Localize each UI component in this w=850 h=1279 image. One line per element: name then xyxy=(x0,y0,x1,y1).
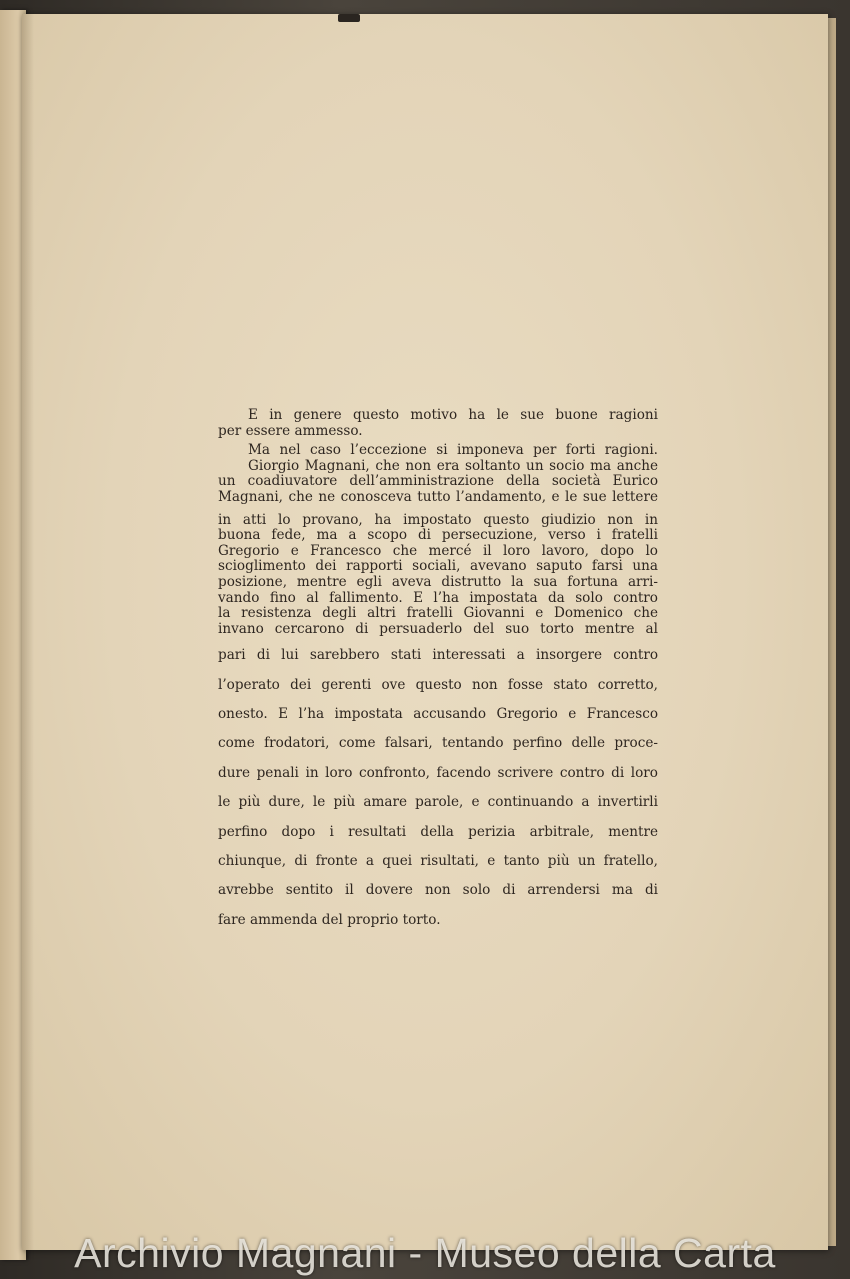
text-line: Magnani, che ne conosceva tutto l’andamento, e le sue lettere xyxy=(218,488,658,505)
text-line: per essere ammesso. xyxy=(218,422,363,439)
text-line: E in genere questo motivo ha le sue buone ragioni xyxy=(248,407,658,423)
text-line: pari di lui sarebbero stati interessati a insorgere contro xyxy=(218,647,658,664)
text-line: la resistenza degli altri fratelli Giovanni e Domenico che xyxy=(218,605,658,622)
text-line: l’operato dei gerenti ove questo non fosse stato corretto, xyxy=(218,676,658,693)
text-line: Gregorio e Francesco che mercé il loro lavoro, dopo lo xyxy=(218,542,658,559)
text-line: in atti lo provano, ha impostato questo giudizio non in xyxy=(218,511,658,528)
text-line: Giorgio Magnani, che non era soltanto un socio ma anche xyxy=(248,457,658,474)
text-line: vando fino al fallimento. E l’ha impostata da solo contro xyxy=(218,589,658,606)
archive-watermark: Archivio Magnani - Museo della Carta xyxy=(74,1230,776,1276)
text-line: posizione, mentre egli aveva distrutto la sua fortuna arri- xyxy=(218,573,658,590)
text-line: chiunque, di fronte a quei risultati, e tanto più un fratello, xyxy=(218,853,658,870)
text-line: onesto. E l’ha impostata accusando Gregorio e Francesco xyxy=(218,706,658,723)
text-line: avrebbe sentito il dovere non solo di arrendersi ma di xyxy=(218,882,658,899)
text-line: buona fede, ma a scopo di persecuzione, verso i fratelli xyxy=(218,527,658,544)
text-line: un coadiuvatore dell’amministrazione della società Eurico xyxy=(218,473,658,490)
text-line: scioglimento dei rapporti sociali, avevano saputo farsi una xyxy=(218,558,658,575)
document-text xyxy=(218,408,658,935)
text-line: dure penali in loro confronto, facendo scrivere contro di loro xyxy=(218,764,658,781)
text-line: le più dure, le più amare parole, e continuando a invertirli xyxy=(218,794,658,811)
page-fold-shadow xyxy=(22,14,34,1250)
text-line: invano cercarono di persuaderlo del suo torto mentre al xyxy=(218,620,658,637)
binding-staple xyxy=(338,14,360,22)
text-line: come frodatori, come falsari, tentando perfino delle proce- xyxy=(218,735,658,752)
text-line: perfino dopo i resultati della perizia arbitrale, mentre xyxy=(218,823,658,840)
text-line: Ma nel caso l’eccezione si imponeva per forti ragioni. xyxy=(248,442,658,459)
text-line: fare ammenda del proprio torto. xyxy=(218,911,441,928)
